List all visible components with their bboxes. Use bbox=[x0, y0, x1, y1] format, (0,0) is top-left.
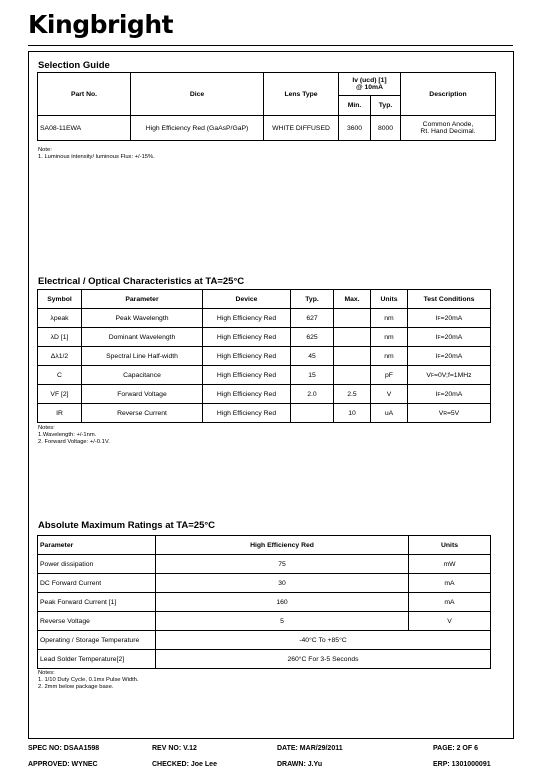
parameter-cell: Reverse Current bbox=[82, 404, 203, 423]
cond-symbol: I bbox=[435, 352, 438, 360]
table-row bbox=[38, 347, 491, 366]
units-cell: mW bbox=[409, 555, 491, 574]
max-cell: 10 bbox=[334, 404, 371, 423]
col-part-no: Part No. bbox=[38, 73, 131, 116]
selection-guide-title: Selection Guide bbox=[38, 60, 110, 71]
value-cell: 260°C For 3-5 Seconds bbox=[156, 650, 491, 669]
symbol-cell: VF [2] bbox=[38, 385, 82, 404]
lens-type-cell: WHITE DIFFUSED bbox=[264, 116, 339, 141]
table-row bbox=[38, 385, 491, 404]
cond-subscript: F bbox=[437, 315, 441, 322]
cond-value: =20mA bbox=[440, 390, 463, 398]
parameter-cell: Reverse Voltage bbox=[38, 612, 156, 631]
max-cell bbox=[334, 347, 371, 366]
col-max: Max. bbox=[334, 290, 371, 309]
table-row bbox=[38, 404, 491, 423]
max-cell bbox=[334, 366, 371, 385]
parameter-cell: Peak Forward Current [1] bbox=[38, 593, 156, 612]
symbol-cell: IR bbox=[38, 404, 82, 423]
selection-guide-table bbox=[37, 72, 496, 141]
cond-subscript: F bbox=[437, 391, 441, 398]
description-line-1: Common Anode, bbox=[422, 121, 474, 128]
parameter-cell: Forward Voltage bbox=[82, 385, 203, 404]
parameter-cell: Peak Wavelength bbox=[82, 309, 203, 328]
typ-cell: 15 bbox=[291, 366, 334, 385]
units-cell: uA bbox=[371, 404, 408, 423]
spec-no: SPEC NO: DSAA1598 bbox=[28, 745, 100, 752]
cond-value: =20mA bbox=[440, 314, 463, 322]
table-row bbox=[38, 366, 491, 385]
col-description: Description bbox=[401, 73, 496, 116]
col-iv bbox=[339, 73, 401, 96]
header-rule bbox=[28, 45, 513, 46]
cond-symbol: V bbox=[438, 409, 444, 417]
table-row bbox=[38, 328, 491, 347]
note-line: 2. Forward Voltage: +/-0.1V. bbox=[38, 439, 110, 446]
col-dice: Dice bbox=[131, 73, 264, 116]
device-cell: High Efficiency Red bbox=[203, 404, 291, 423]
note-line: 1. Luminous intensity/ luminous Flux: +/-15%. bbox=[38, 154, 155, 161]
cond-value: =20mA bbox=[440, 352, 463, 360]
erp: ERP: 1301000091 bbox=[433, 761, 491, 768]
cond-value: =0V;f=1MHz bbox=[434, 371, 472, 379]
iv-condition: @ 10mA bbox=[355, 84, 384, 91]
note-line: Notes: bbox=[38, 425, 55, 431]
symbol-cell: Δλ1/2 bbox=[38, 347, 82, 366]
condition-cell bbox=[408, 366, 491, 385]
table-row bbox=[38, 574, 491, 593]
iv-typ-cell: 8000 bbox=[371, 116, 401, 141]
col-symbol: Symbol bbox=[38, 290, 82, 309]
part-no-cell: SA08-11EWA bbox=[38, 116, 131, 141]
max-cell bbox=[334, 328, 371, 347]
checked: CHECKED: Joe Lee bbox=[152, 761, 217, 768]
value-cell: 160 bbox=[156, 593, 409, 612]
table-row bbox=[38, 116, 496, 141]
col-units: Units bbox=[371, 290, 408, 309]
col-parameter: Parameter bbox=[38, 536, 156, 555]
cond-value: =20mA bbox=[440, 333, 463, 341]
parameter-cell: Spectral Line Half-width bbox=[82, 347, 203, 366]
parameter-cell: Operating / Storage Temperature bbox=[38, 631, 156, 650]
cond-value: =5V bbox=[446, 409, 460, 417]
device-cell: High Efficiency Red bbox=[203, 366, 291, 385]
condition-cell bbox=[408, 385, 491, 404]
parameter-cell: Lead Solder Temperature[2] bbox=[38, 650, 156, 669]
condition-cell bbox=[408, 404, 491, 423]
page-number: PAGE: 2 OF 6 bbox=[433, 745, 478, 752]
cond-symbol: I bbox=[435, 314, 438, 322]
typ-cell bbox=[291, 404, 334, 423]
device-cell: High Efficiency Red bbox=[203, 328, 291, 347]
brand-logo: Kingbright bbox=[28, 10, 174, 39]
parameter-cell: Dominant Wavelength bbox=[82, 328, 203, 347]
cond-subscript: F bbox=[437, 353, 441, 360]
note-line: 1. 1/10 Duty Cycle, 0.1ms Pulse Width. bbox=[38, 677, 139, 684]
ratings-title: Absolute Maximum Ratings at TA=25°C bbox=[38, 520, 216, 531]
note-line: 2. 2mm below package base. bbox=[38, 684, 114, 691]
table-row bbox=[38, 555, 491, 574]
cond-symbol: I bbox=[435, 390, 438, 398]
max-cell bbox=[334, 309, 371, 328]
table-row bbox=[38, 631, 491, 650]
symbol-cell: C bbox=[38, 366, 82, 385]
cond-symbol: I bbox=[435, 333, 438, 341]
parameter-cell: DC Forward Current bbox=[38, 574, 156, 593]
electrical-title: Electrical / Optical Characteristics at TA=25°C bbox=[38, 276, 245, 287]
table-row bbox=[38, 593, 491, 612]
note-line: 1.Wavelength: +/-1nm. bbox=[38, 432, 97, 439]
symbol-cell: λpeak bbox=[38, 309, 82, 328]
selection-notes bbox=[38, 147, 155, 161]
value-cell: 75 bbox=[156, 555, 409, 574]
value-cell: 5 bbox=[156, 612, 409, 631]
device-cell: High Efficiency Red bbox=[203, 347, 291, 366]
max-cell: 2.5 bbox=[334, 385, 371, 404]
table-row bbox=[38, 650, 491, 669]
typ-cell: 627 bbox=[291, 309, 334, 328]
typ-cell: 625 bbox=[291, 328, 334, 347]
typ-cell: 45 bbox=[291, 347, 334, 366]
device-cell: High Efficiency Red bbox=[203, 309, 291, 328]
approved: APPROVED: WYNEC bbox=[28, 761, 98, 768]
symbol-cell: λD [1] bbox=[38, 328, 82, 347]
parameter-cell: Capacitance bbox=[82, 366, 203, 385]
condition-cell bbox=[408, 328, 491, 347]
ratings-notes bbox=[38, 670, 139, 692]
units-cell: mA bbox=[409, 574, 491, 593]
units-cell: nm bbox=[371, 328, 408, 347]
drawn: DRAWN: J.Yu bbox=[277, 761, 323, 768]
cond-subscript: F bbox=[430, 372, 435, 379]
units-cell: V bbox=[371, 385, 408, 404]
condition-cell bbox=[408, 347, 491, 366]
col-lens-type: Lens Type bbox=[264, 73, 339, 116]
col-high-efficiency-red: High Efficiency Red bbox=[156, 536, 409, 555]
col-parameter: Parameter bbox=[82, 290, 203, 309]
note-line: Notes: bbox=[38, 670, 55, 676]
units-cell: nm bbox=[371, 309, 408, 328]
units-cell: nm bbox=[371, 347, 408, 366]
units-cell: pF bbox=[371, 366, 408, 385]
col-typ: Typ. bbox=[371, 96, 401, 116]
typ-cell: 2.0 bbox=[291, 385, 334, 404]
cond-subscript: R bbox=[443, 410, 447, 417]
iv-label: Iv (ucd) [1] bbox=[352, 77, 387, 84]
table-row bbox=[38, 309, 491, 328]
ratings-table bbox=[37, 535, 491, 669]
value-cell: -40°C To +85°C bbox=[156, 631, 491, 650]
col-typ: Typ. bbox=[291, 290, 334, 309]
device-cell: High Efficiency Red bbox=[203, 385, 291, 404]
col-units: Units bbox=[409, 536, 491, 555]
value-cell: 30 bbox=[156, 574, 409, 593]
rev-no: REV NO: V.12 bbox=[152, 745, 197, 752]
col-min: Min. bbox=[339, 96, 371, 116]
electrical-notes bbox=[38, 425, 110, 447]
iv-min-cell: 3600 bbox=[339, 116, 371, 141]
parameter-cell: Power dissipation bbox=[38, 555, 156, 574]
cond-subscript: F bbox=[437, 334, 441, 341]
dice-cell: High Efficiency Red (GaAsP/GaP) bbox=[131, 116, 264, 141]
description-line-2: Rt. Hand Decimal. bbox=[420, 128, 476, 135]
cond-symbol: V bbox=[426, 371, 431, 379]
table-row bbox=[38, 612, 491, 631]
note-line: Note: bbox=[38, 147, 52, 153]
units-cell: V bbox=[409, 612, 491, 631]
units-cell: mA bbox=[409, 593, 491, 612]
electrical-table bbox=[37, 289, 491, 423]
col-test-conditions: Test Conditions bbox=[408, 290, 491, 309]
date: DATE: MAR/29/2011 bbox=[277, 745, 343, 752]
condition-cell bbox=[408, 309, 491, 328]
description-cell bbox=[401, 116, 496, 141]
col-device: Device bbox=[203, 290, 291, 309]
